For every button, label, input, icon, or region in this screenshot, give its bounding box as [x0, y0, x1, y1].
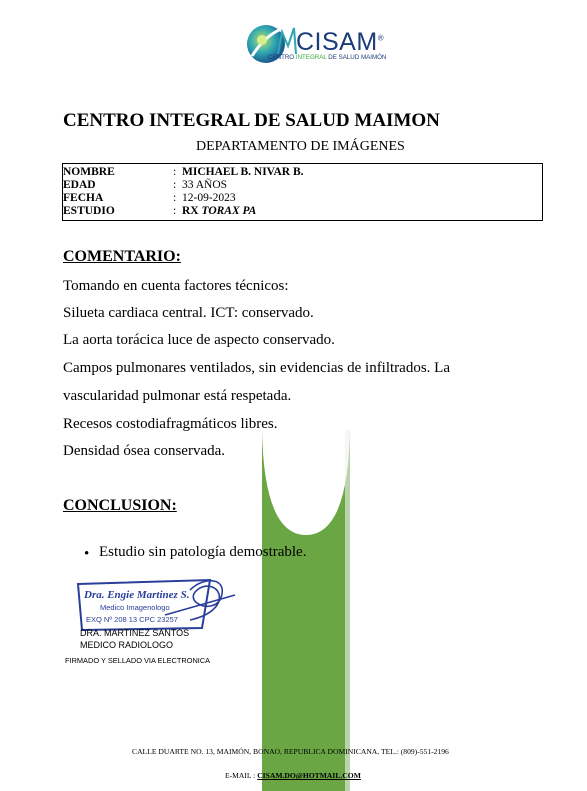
- info-label: NOMBRE: [63, 166, 115, 178]
- logo-subtitle-highlight: INTEGRAL: [295, 54, 327, 61]
- stamp-line-2: Medico Imagenologo: [100, 603, 170, 612]
- info-colon: :: [173, 179, 177, 191]
- info-colon: :: [173, 192, 177, 204]
- center-name: CENTRO INTEGRAL DE SALUD MAIMON: [63, 110, 440, 131]
- doctor-stamp-icon: [70, 570, 245, 635]
- green-overlay-shape: [262, 430, 350, 791]
- doctor-name: DRA. MARTINEZ SANTOS: [80, 628, 190, 638]
- comentario-line: Recesos costodiafragmáticos libres.: [63, 416, 278, 432]
- comentario-line: Campos pulmonares ventilados, sin evidencias de infiltrados. La: [63, 360, 450, 376]
- logo-subtitle-pre: CENTRO: [268, 54, 296, 61]
- footer-email-line: [225, 771, 361, 780]
- info-label: EDAD: [63, 179, 96, 191]
- comentario-line: Densidad ósea conservada.: [63, 443, 226, 459]
- patient-info-box: [62, 163, 543, 221]
- study-type-prefix: RX: [182, 205, 202, 217]
- doctor-title: MEDICO RADIOLOGO: [80, 640, 174, 650]
- email-label: E-MAIL :: [225, 771, 258, 780]
- study-type: [182, 205, 256, 218]
- comentario-line: Silueta cardiaca central. ICT: conservado.: [63, 305, 314, 321]
- comentario-line: La aorta torácica luce de aspecto conservado.: [63, 332, 335, 348]
- conclusion-heading: CONCLUSION:: [63, 497, 177, 514]
- bullet-icon: •: [84, 546, 90, 562]
- logo-subtitle-post: DE SALUD MAIMÓN: [326, 54, 387, 61]
- comentario-line: vascularidad pulmonar está respetada.: [63, 388, 292, 404]
- footer-address: CALLE DUARTE NO. 13, MAIMÓN, BONAO, REPUBLICA DOMINICANA, TEL.: (809)-551-2196: [132, 747, 449, 756]
- study-type-name: TORAX PA: [201, 205, 257, 217]
- info-colon: :: [173, 205, 177, 217]
- logo-subtitle: [268, 54, 386, 61]
- comentario-line: Tomando en cuenta factores técnicos:: [63, 278, 289, 294]
- stamp-line-3: EXQ Nº 208 13 CPC 23257: [86, 615, 178, 624]
- study-date: 12-09-2023: [182, 192, 236, 204]
- stamp-line-1: Dra. Engie Martinez S.: [84, 589, 190, 601]
- email-link[interactable]: CISAM.DO@HOTMAIL.COM: [257, 771, 361, 780]
- signature-note: FIRMADO Y SELLADO VIA ELECTRONICA: [65, 656, 211, 665]
- patient-name: MICHAEL B. NIVAR B.: [182, 166, 304, 178]
- logo-name-text: CISAM: [296, 28, 378, 56]
- info-colon: :: [173, 166, 177, 178]
- info-label: FECHA: [63, 192, 104, 204]
- info-label: ESTUDIO: [63, 205, 115, 217]
- conclusion-item: Estudio sin patología demostrable.: [99, 544, 307, 560]
- department-title: DEPARTAMENTO DE IMÁGENES: [196, 139, 405, 154]
- logo-name: [296, 28, 384, 57]
- comentario-heading: COMENTARIO:: [63, 248, 181, 265]
- registered-mark: ®: [377, 33, 385, 43]
- patient-age: 33 AÑOS: [182, 179, 228, 191]
